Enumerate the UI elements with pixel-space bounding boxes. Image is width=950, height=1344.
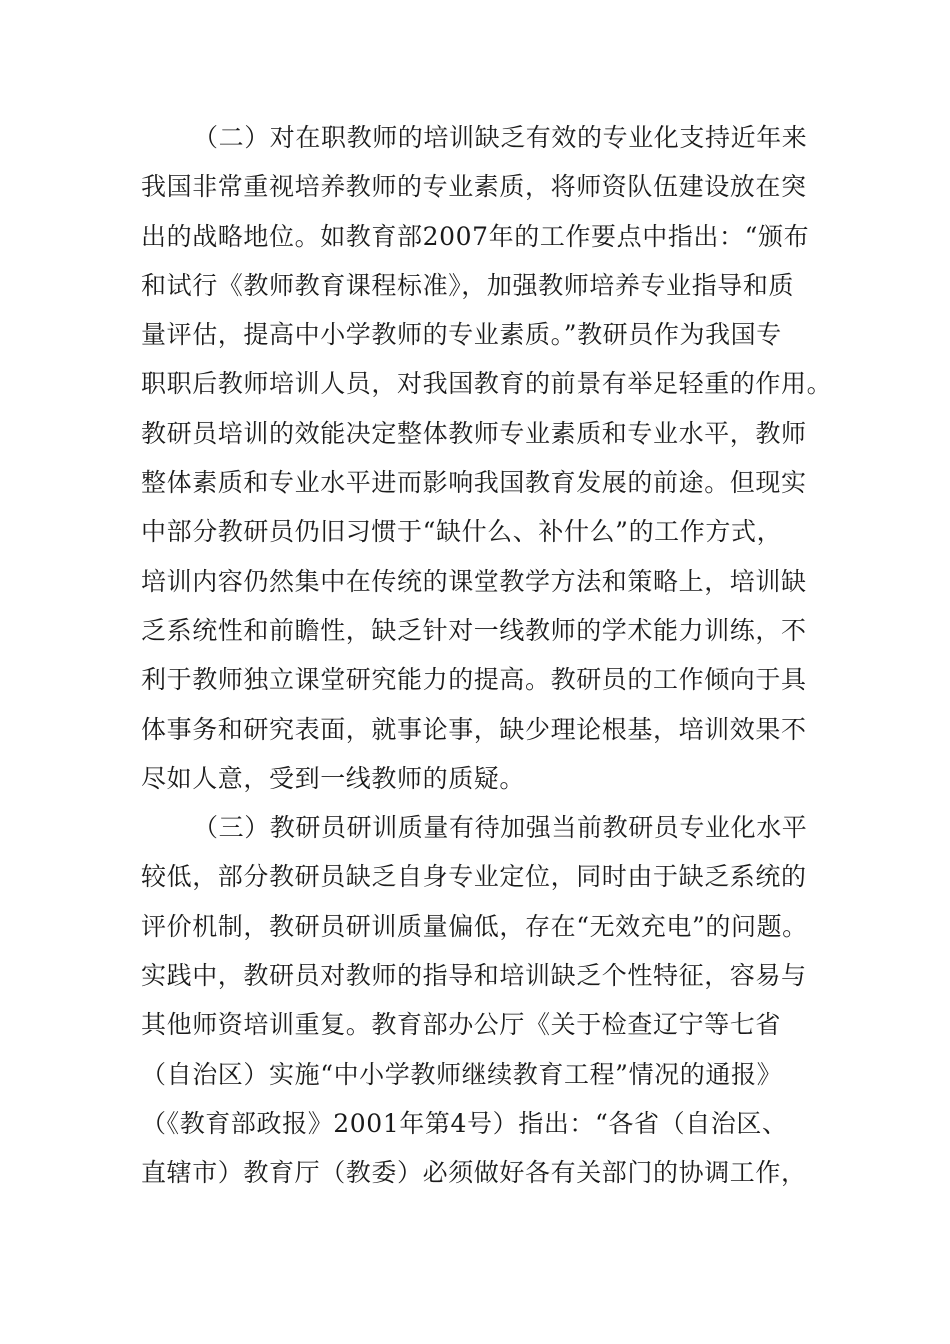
paragraph-2-line-10: 培训内容仍然集中在传统的课堂教学方法和策略上，培训缺 [141,566,807,596]
paragraph-2-line-6: 职职后教师培训人员，对我国教育的前景有举足轻重的作用。 [141,369,833,399]
paragraph-2-line-1: （二）对在职教师的培训缺乏有效的专业化支持近年来 [193,123,808,152]
paragraph-2-line-7: 教研员培训的效能决定整体教师专业素质和专业水平，教师 [141,418,807,448]
paragraph-3-line-7: （《教育部政报》2001年第4号）指出：“各省（自治区、 [141,1108,788,1138]
paragraph-3-line-4: 实践中，教研员对教师的指导和培训缺乏个性特征，容易与 [141,961,807,991]
body-text [141,113,841,1198]
paragraph-3-line-1: （三）教研员研训质量有待加强当前教研员专业化水平 [193,813,808,843]
paragraph-2-line-14: 尽如人意，受到一线教师的质疑。 [141,763,526,793]
paragraph-2-line-3: 出的战略地位。如教育部2007年的工作要点中指出：“颁布 [141,221,810,251]
paragraph-3-line-3: 评价机制，教研员研训质量偏低，存在“无效充电”的问题。 [141,911,808,941]
paragraph-2-line-2: 我国非常重视培养教师的专业素质，将师资队伍建设放在突 [141,172,807,202]
paragraph-3-line-5: 其他师资培训重复。教育部办公厅《关于检查辽宁等七省 [141,1010,782,1040]
paragraph-3-line-6: （自治区）实施“中小学教师继续教育工程”情况的通报》 [141,1059,783,1089]
paragraph-2-line-13: 体事务和研究表面，就事论事，缺少理论根基，培训效果不 [141,714,807,744]
paragraph-2-line-12: 利于教师独立课堂研究能力的提高。教研员的工作倾向于具 [141,665,807,695]
paragraph-2-line-9: 中部分教研员仍旧习惯于“缺什么、补什么”的工作方式， [141,517,783,547]
paragraph-3-line-2: 较低，部分教研员缺乏自身专业定位，同时由于缺乏系统的 [141,862,807,892]
paragraph-2-line-8: 整体素质和专业水平进而影响我国教育发展的前途。但现实 [141,468,807,498]
paragraph-2-line-4: 和试行《教师教育课程标准》，加强教师培养专业指导和质 [141,270,795,300]
paragraph-2-line-5: 量评估，提高中小学教师的专业素质。”教研员作为我国专 [141,320,782,350]
paragraph-2-line-11: 乏系统性和前瞻性，缺乏针对一线教师的学术能力训练，不 [141,615,807,645]
paragraph-3-line-8: 直辖市）教育厅（教委）必须做好各有关部门的协调工作， [141,1158,807,1188]
